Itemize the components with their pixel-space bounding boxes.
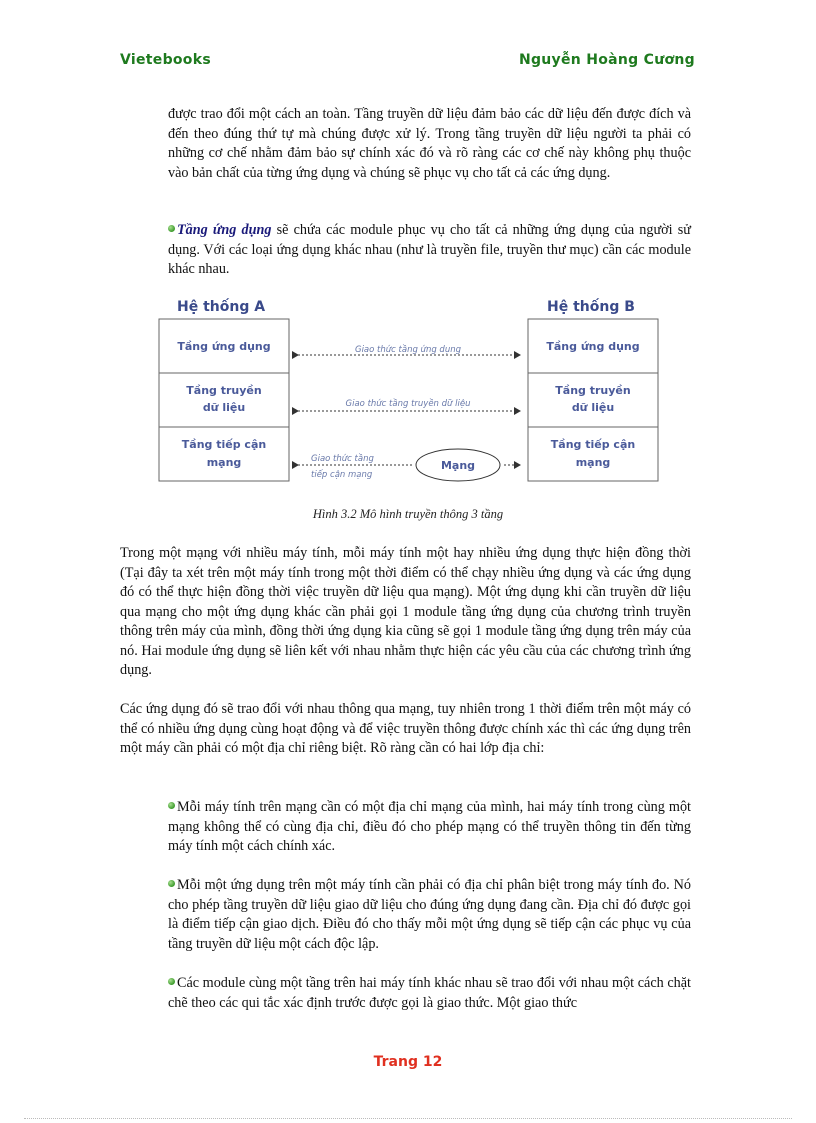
system-a-label: Hệ thống A (177, 299, 266, 315)
figure-caption: Hình 3.2 Mô hình truyền thông 3 tầng (312, 507, 504, 521)
b-transport-layer-line2: dữ liệu (571, 401, 615, 414)
bullet-text: Các module cùng một tầng trên hai máy tính khác nhau sẽ trao đổi với nhau một cách chặt chẽ theo các qui tắc xác định trước được gọi là giao thức. Một giao thức (168, 975, 691, 1011)
a-transport-layer-line1: Tầng truyền (186, 384, 262, 397)
network-protocol-label-line2: tiếp cận mạng (311, 470, 373, 480)
bullet-item (168, 974, 691, 1013)
a-network-layer-line2: mạng (206, 456, 242, 469)
system-b-label: Hệ thống B (547, 299, 635, 315)
three-layer-diagram (0, 0, 816, 500)
b-network-layer-line2: mạng (575, 456, 611, 469)
bottom-divider (24, 1118, 792, 1119)
bullet-icon (168, 978, 175, 985)
term-application-layer: Tầng ứng dụng (177, 222, 272, 238)
network-protocol-label-line1: Giao thức tầng (311, 454, 374, 464)
bullet-text: Mỗi một ứng dụng trên một máy tính cần phải có địa chỉ phân biệt trong máy tính đo. Nó cho phép tầng truyền dữ liệu giao dữ liệu cho đúng ứng dụng đang cần. Địa chỉ đó được gọi là điểm tiếp cận giao dịch. Điều đó cho thấy mỗi một ứng dụng sẽ tiếp cận các phục vụ của tầng truyền dữ liệu một cách độc lập. (168, 877, 691, 952)
b-application-layer: Tầng ứng dụng (546, 340, 640, 353)
paragraph-application-layer-text: sẽ chứa các module phục vụ cho tất cả những ứng dụng của người sử dụng. Với các loại ứng dụng khác nhau (như là truyền file, truyền thư mục) cần các module khác nhau. (168, 222, 691, 277)
header-left: Vietebooks (120, 52, 211, 68)
b-network-layer-line1: Tầng tiếp cận (550, 438, 636, 451)
bullet-item (168, 876, 691, 954)
page-number: Trang 12 (373, 1054, 443, 1070)
header-right: Nguyễn Hoàng Cương (518, 52, 695, 68)
a-transport-layer-line2: dữ liệu (202, 401, 246, 414)
transport-protocol-label: Giao thức tầng truyền dữ liệu (345, 399, 471, 409)
bullet-icon (168, 880, 175, 887)
network-label: Mạng (440, 459, 476, 472)
a-network-layer-line1: Tầng tiếp cận (181, 438, 267, 451)
application-protocol-label: Giao thức tầng ứng dụng (354, 345, 462, 355)
paragraph-addressing: Các ứng dụng đó sẽ trao đổi với nhau thông qua mạng, tuy nhiên trong 1 thời điểm trên một máy có thể có nhiều ứng dụng cùng hoạt động và để việc truyền thông được chính xác thì các ứng dụng trên một máy cần phải có một địa chỉ riêng biệt. Rõ ràng cần có hai lớp địa chỉ: (120, 701, 691, 756)
a-application-layer: Tầng ứng dụng (177, 340, 271, 353)
bullet-icon (168, 802, 175, 809)
b-transport-layer-line1: Tầng truyền (555, 384, 631, 397)
bullet-text: Mỗi máy tính trên mạng cần có một địa chỉ mạng của mình, hai máy tính trong cùng một mạng không thể có cùng địa chỉ, điều đó cho phép mạng có thể truyền thông tin đến từng máy tính một cách chính xác. (168, 799, 691, 854)
bullet-item (168, 798, 691, 857)
paragraph-multiple-apps: Trong một mạng với nhiều máy tính, mỗi máy tính một hay nhiều ứng dụng thực hiện đồng thời (Tại đây ta xét trên một máy tính trong một thời điểm có thể chạy nhiều ứng dụng và các ứng dụng đó có thể thực hiện đồng thời việc truyền dữ liệu qua mạng). Một ứng dụng khi cần truyền dữ liệu qua mạng cho một ứng dụng khác cần phải gọi 1 module tầng ứng dụng của chương trình truyền thông trên máy của mình, đồng thời ứng dụng kia cũng sẽ gọi 1 module tầng ứng dụng trên máy của nó. Hai module ứng dụng sẽ liên kết với nhau nhằm thực hiện các yêu cầu của các chương trình ứng dụng. (120, 545, 691, 678)
paragraph-transport-intro: được trao đổi một cách an toàn. Tầng truyền dữ liệu đảm bảo các dữ liệu đến được đích và đến theo đúng thứ tự mà chúng được xử lý. Trong tầng truyền dữ liệu người ta phải có những cơ chế nhằm đảm bảo sự chính xác đó và rõ ràng các cơ chế này không phụ thuộc vào bản chất của từng ứng dụng và chúng sẽ phục vụ cho tất cả các ứng dụng. (168, 106, 691, 181)
